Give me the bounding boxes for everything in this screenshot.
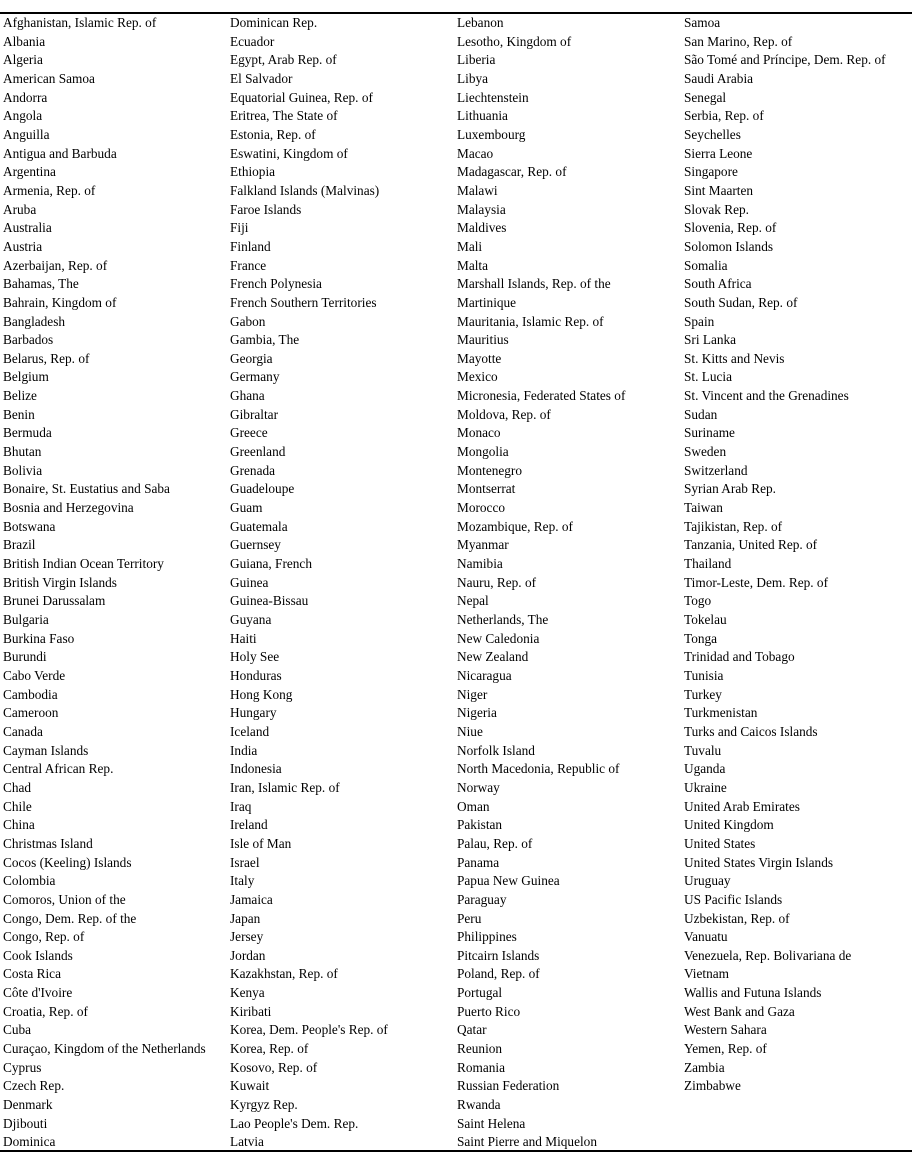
country-name: United States	[684, 835, 756, 851]
country-name: Korea, Dem. People's Rep. of	[230, 1022, 388, 1038]
country-name: Norway	[457, 779, 500, 795]
country-name: Netherlands, The	[457, 612, 549, 627]
country-name: Montenegro	[457, 462, 522, 478]
country-name: Brunei Darussalam	[3, 593, 106, 609]
country-name: Congo, Dem. Rep. of the	[3, 910, 137, 926]
country-name: Western Sahara	[684, 1022, 767, 1038]
country-name: Fiji	[230, 220, 249, 236]
country-name: Georgia	[230, 350, 273, 366]
country-name: Iceland	[230, 723, 270, 739]
country-name: Philippines	[457, 929, 517, 945]
country-name: Tunisia	[684, 667, 724, 683]
country-name: Ukraine	[684, 779, 727, 795]
country-name: South Sudan, Rep. of	[684, 294, 798, 310]
country-name: Belarus, Rep. of	[3, 350, 90, 366]
country-name: Micronesia, Federated States of	[457, 388, 626, 404]
country-name: Zimbabwe	[684, 1078, 741, 1094]
country-name: South Africa	[684, 276, 752, 292]
country-name: Mongolia	[457, 444, 509, 460]
country-name: Israel	[230, 854, 260, 870]
country-name: Kuwait	[230, 1078, 270, 1094]
country-name: Tuvalu	[684, 742, 722, 758]
country-name: Latvia	[230, 1134, 264, 1150]
country-name: Djibouti	[3, 1115, 48, 1131]
country-name: Cook Islands	[3, 947, 73, 963]
country-name: Aruba	[3, 201, 37, 217]
country-name: United Kingdom	[684, 817, 774, 833]
country-name: Argentina	[3, 164, 56, 180]
country-name: São Tomé and Príncipe, Dem. Rep. of	[684, 52, 886, 68]
country-name: Greece	[230, 425, 268, 441]
country-column-3	[457, 14, 625, 1152]
country-name: Mozambique, Rep. of	[457, 518, 573, 534]
country-name: Puerto Rico	[457, 1003, 521, 1019]
country-name: British Indian Ocean Territory	[3, 556, 164, 572]
country-name: Jordan	[230, 947, 266, 963]
country-name: Suriname	[684, 425, 735, 441]
country-name: Algeria	[3, 52, 43, 68]
country-name: US Pacific Islands	[684, 891, 783, 907]
country-name: Turks and Caicos Islands	[684, 723, 818, 739]
country-name: Cuba	[3, 1022, 32, 1038]
country-name: Uruguay	[684, 873, 731, 889]
country-name: Zambia	[684, 1059, 725, 1075]
country-name: Somalia	[684, 257, 728, 273]
country-name: Germany	[230, 369, 280, 385]
country-name: Bangladesh	[3, 313, 66, 329]
country-name: New Caledonia	[457, 630, 540, 646]
country-name: Costa Rica	[3, 966, 61, 982]
country-name: Slovenia, Rep. of	[684, 220, 777, 236]
country-name: Paraguay	[457, 891, 507, 907]
country-name: Saudi Arabia	[684, 70, 754, 86]
country-name: Moldova, Rep. of	[457, 406, 551, 422]
country-name: Reunion	[457, 1041, 503, 1057]
country-name: Burkina Faso	[3, 630, 75, 646]
country-name: Switzerland	[684, 462, 748, 478]
country-name: Cambodia	[3, 686, 58, 702]
country-name: Slovak Rep.	[684, 201, 750, 217]
country-name: Liechtenstein	[457, 89, 529, 105]
country-name: Nigeria	[457, 705, 497, 721]
country-name: Sudan	[684, 406, 718, 422]
country-name: Cabo Verde	[3, 667, 66, 683]
bottom-rule	[0, 1150, 912, 1152]
country-name: Thailand	[684, 556, 732, 572]
country-name: Mexico	[457, 369, 498, 385]
country-name: Guyana	[230, 612, 272, 627]
country-name: French Southern Territories	[230, 294, 377, 310]
country-name: Comoros, Union of the	[3, 891, 126, 907]
country-name: Korea, Rep. of	[230, 1041, 309, 1057]
country-name: Turkey	[684, 686, 722, 702]
country-name: Faroe Islands	[230, 201, 302, 217]
country-name: Senegal	[684, 89, 727, 105]
country-name: Belize	[3, 388, 37, 404]
country-name: Belgium	[3, 369, 49, 385]
country-name: Maldives	[457, 220, 507, 236]
country-name: China	[3, 817, 35, 833]
country-name: Qatar	[457, 1022, 487, 1038]
country-name: West Bank and Gaza	[684, 1003, 795, 1019]
country-name: Brazil	[3, 537, 36, 553]
country-name: Austria	[3, 238, 43, 254]
country-name: Uzbekistan, Rep. of	[684, 910, 790, 926]
country-name: Liberia	[457, 52, 496, 68]
country-name: Peru	[457, 910, 482, 926]
country-name: Sierra Leone	[684, 145, 753, 161]
country-name: Iran, Islamic Rep. of	[230, 779, 340, 795]
country-name: French Polynesia	[230, 276, 322, 292]
country-name: Gambia, The	[230, 332, 300, 348]
country-name: Luxembourg	[457, 126, 526, 142]
country-name: Guatemala	[230, 518, 288, 534]
country-name: Armenia, Rep. of	[3, 182, 96, 198]
country-name: Malta	[457, 257, 489, 273]
country-name: Guam	[230, 500, 263, 516]
country-name: Eswatini, Kingdom of	[230, 145, 348, 161]
country-name: Oman	[457, 798, 490, 814]
country-name: Ethiopia	[230, 164, 276, 180]
country-name: Bulgaria	[3, 612, 49, 627]
country-name: Holy See	[230, 649, 280, 665]
country-name: Venezuela, Rep. Bolivariana de	[684, 947, 852, 963]
country-name: Malaysia	[457, 201, 506, 217]
country-name: Malawi	[457, 182, 498, 198]
country-name: Macao	[457, 145, 494, 161]
country-name: Yemen, Rep. of	[684, 1041, 767, 1057]
country-name: Poland, Rep. of	[457, 966, 540, 982]
country-name: Guinea	[230, 574, 269, 590]
country-name: Finland	[230, 238, 271, 254]
country-name: Rwanda	[457, 1097, 501, 1113]
country-name: Bahrain, Kingdom of	[3, 294, 117, 310]
country-name: Azerbaijan, Rep. of	[3, 257, 108, 273]
country-name: Uganda	[684, 761, 726, 777]
country-name: Angola	[3, 108, 43, 124]
country-name: Hungary	[230, 705, 277, 721]
country-name: Gibraltar	[230, 406, 278, 422]
country-column-2	[230, 14, 388, 1152]
country-name: San Marino, Rep. of	[684, 33, 793, 49]
country-name: Spain	[684, 313, 715, 329]
country-name: Anguilla	[3, 126, 50, 142]
country-name: Guinea-Bissau	[230, 593, 309, 609]
country-name: Samoa	[684, 15, 721, 30]
country-name: Ghana	[230, 388, 265, 404]
country-name: Singapore	[684, 164, 738, 180]
country-name: Curaçao, Kingdom of the Netherlands	[3, 1041, 206, 1057]
country-name: Tokelau	[684, 612, 727, 627]
country-name: Martinique	[457, 294, 517, 310]
country-name: Chad	[3, 779, 32, 795]
country-name: Bhutan	[3, 444, 42, 460]
country-name: Kazakhstan, Rep. of	[230, 966, 338, 982]
country-name: Romania	[457, 1059, 506, 1075]
country-name: Myanmar	[457, 537, 509, 553]
country-name: India	[230, 742, 258, 758]
country-name: Vietnam	[684, 966, 729, 982]
country-name: Russian Federation	[457, 1078, 560, 1094]
country-name: Papua New Guinea	[457, 873, 560, 889]
country-name: Wallis and Futuna Islands	[684, 985, 822, 1001]
country-column-4	[684, 14, 886, 1096]
country-name: Guernsey	[230, 537, 281, 553]
country-name: Cayman Islands	[3, 742, 89, 758]
country-name: Estonia, Rep. of	[230, 126, 316, 142]
country-name: Mauritius	[457, 332, 509, 348]
country-name: Croatia, Rep. of	[3, 1003, 88, 1019]
country-name: Palau, Rep. of	[457, 835, 533, 851]
country-name: Madagascar, Rep. of	[457, 164, 567, 180]
country-name: Kiribati	[230, 1003, 272, 1019]
country-name: Egypt, Arab Rep. of	[230, 52, 337, 68]
country-name: St. Lucia	[684, 369, 733, 385]
country-name: United Arab Emirates	[684, 798, 800, 814]
country-name: Portugal	[457, 985, 503, 1001]
country-name: Central African Rep.	[3, 761, 114, 777]
country-name: Tajikistan, Rep. of	[684, 518, 783, 534]
country-name: Nepal	[457, 593, 489, 609]
country-name: Mauritania, Islamic Rep. of	[457, 313, 604, 329]
country-name: Kenya	[230, 985, 265, 1001]
country-name: Albania	[3, 33, 46, 49]
country-name: Equatorial Guinea, Rep. of	[230, 89, 373, 105]
country-name: Serbia, Rep. of	[684, 108, 764, 124]
country-name: Sint Maarten	[684, 182, 754, 198]
country-name: France	[230, 257, 267, 273]
country-name: Nauru, Rep. of	[457, 574, 537, 590]
country-name: Honduras	[230, 667, 282, 683]
country-name: Guadeloupe	[230, 481, 295, 497]
country-name: Solomon Islands	[684, 238, 774, 254]
country-name: Syrian Arab Rep.	[684, 481, 776, 497]
country-name: United States Virgin Islands	[684, 854, 834, 870]
country-name: Taiwan	[684, 500, 723, 516]
country-name: Congo, Rep. of	[3, 929, 85, 945]
country-name: Cyprus	[3, 1059, 42, 1075]
country-name: Monaco	[457, 425, 501, 441]
country-name: Gabon	[230, 313, 266, 329]
country-name: Christmas Island	[3, 835, 93, 851]
country-name: Norfolk Island	[457, 742, 535, 758]
country-name: Namibia	[457, 556, 503, 572]
country-name: New Zealand	[457, 649, 529, 665]
country-name: Lithuania	[457, 108, 508, 124]
country-name: Trinidad and Tobago	[684, 649, 795, 665]
country-name: Niger	[457, 686, 488, 702]
country-name: North Macedonia, Republic of	[457, 761, 620, 777]
country-name: Grenada	[230, 462, 276, 478]
country-name: Lao People's Dem. Rep.	[230, 1115, 359, 1131]
country-name: St. Kitts and Nevis	[684, 350, 785, 366]
country-name: Lesotho, Kingdom of	[457, 33, 572, 49]
country-name: Japan	[230, 910, 261, 926]
country-name: Falkland Islands (Malvinas)	[230, 182, 380, 198]
country-name: Ecuador	[230, 33, 275, 49]
country-column-1	[3, 14, 206, 1152]
country-name: Cocos (Keeling) Islands	[3, 854, 132, 870]
country-name: Eritrea, The State of	[230, 108, 338, 124]
country-name: Seychelles	[684, 126, 741, 142]
country-name: Dominica	[3, 1134, 56, 1150]
country-name: Mayotte	[457, 350, 502, 366]
country-name: Pakistan	[457, 817, 503, 833]
country-name: El Salvador	[230, 70, 293, 86]
country-name: Togo	[684, 593, 712, 609]
country-name: Bahamas, The	[3, 276, 79, 292]
country-name: Greenland	[230, 444, 286, 460]
country-name: Kyrgyz Rep.	[230, 1097, 298, 1113]
country-name: Morocco	[457, 500, 505, 516]
country-name: Indonesia	[230, 761, 282, 777]
country-name: Saint Helena	[457, 1115, 526, 1131]
country-name: Panama	[457, 854, 500, 870]
country-name: Jamaica	[230, 891, 273, 907]
country-name: Bonaire, St. Eustatius and Saba	[3, 481, 170, 497]
country-name: Haiti	[230, 630, 257, 646]
country-name: Isle of Man	[230, 835, 292, 851]
country-name: Vanuatu	[684, 929, 728, 945]
country-name: Czech Rep.	[3, 1078, 65, 1094]
country-name: Ireland	[230, 817, 268, 833]
country-name: Libya	[457, 70, 489, 86]
country-name: Tonga	[684, 630, 718, 646]
country-name: Bermuda	[3, 425, 52, 441]
country-name: Sri Lanka	[684, 332, 737, 348]
country-name: Guiana, French	[230, 556, 312, 572]
country-name: Mali	[457, 238, 483, 254]
country-name: Benin	[3, 406, 35, 422]
country-name: Burundi	[3, 649, 47, 665]
country-name: Iraq	[230, 798, 252, 814]
country-name: Kosovo, Rep. of	[230, 1059, 318, 1075]
country-name: Cameroon	[3, 705, 59, 721]
country-name: Turkmenistan	[684, 705, 758, 721]
country-name: Côte d'Ivoire	[3, 985, 73, 1001]
country-name: Bosnia and Herzegovina	[3, 500, 134, 516]
country-name: Sweden	[684, 444, 727, 460]
country-name: Jersey	[230, 929, 264, 945]
country-name: Tanzania, United Rep. of	[684, 537, 818, 553]
country-name: Marshall Islands, Rep. of the	[457, 276, 611, 292]
country-name: Denmark	[3, 1097, 53, 1113]
country-name: Botswana	[3, 518, 56, 534]
country-name: Colombia	[3, 873, 56, 889]
country-name: Italy	[230, 873, 255, 889]
country-name: Barbados	[3, 332, 54, 348]
country-name: Timor-Leste, Dem. Rep. of	[684, 574, 829, 590]
country-name: Canada	[3, 723, 43, 739]
country-name: Montserrat	[457, 481, 516, 497]
country-name: Nicaragua	[457, 667, 512, 683]
country-name: Andorra	[3, 89, 48, 105]
country-name: British Virgin Islands	[3, 574, 117, 590]
country-name: Pitcairn Islands	[457, 947, 540, 963]
country-name: Antigua and Barbuda	[3, 145, 117, 161]
country-name: American Samoa	[3, 70, 95, 86]
country-name: Australia	[3, 220, 52, 236]
country-name: Chile	[3, 798, 32, 814]
country-name: Afghanistan, Islamic Rep. of	[3, 15, 157, 30]
country-name: Dominican Rep.	[230, 15, 318, 30]
country-name: Hong Kong	[230, 686, 293, 702]
country-name: Saint Pierre and Miquelon	[457, 1134, 597, 1150]
country-name: Niue	[457, 723, 483, 739]
country-name: Bolivia	[3, 462, 43, 478]
country-name: St. Vincent and the Grenadines	[684, 388, 849, 404]
country-name: Lebanon	[457, 15, 504, 30]
